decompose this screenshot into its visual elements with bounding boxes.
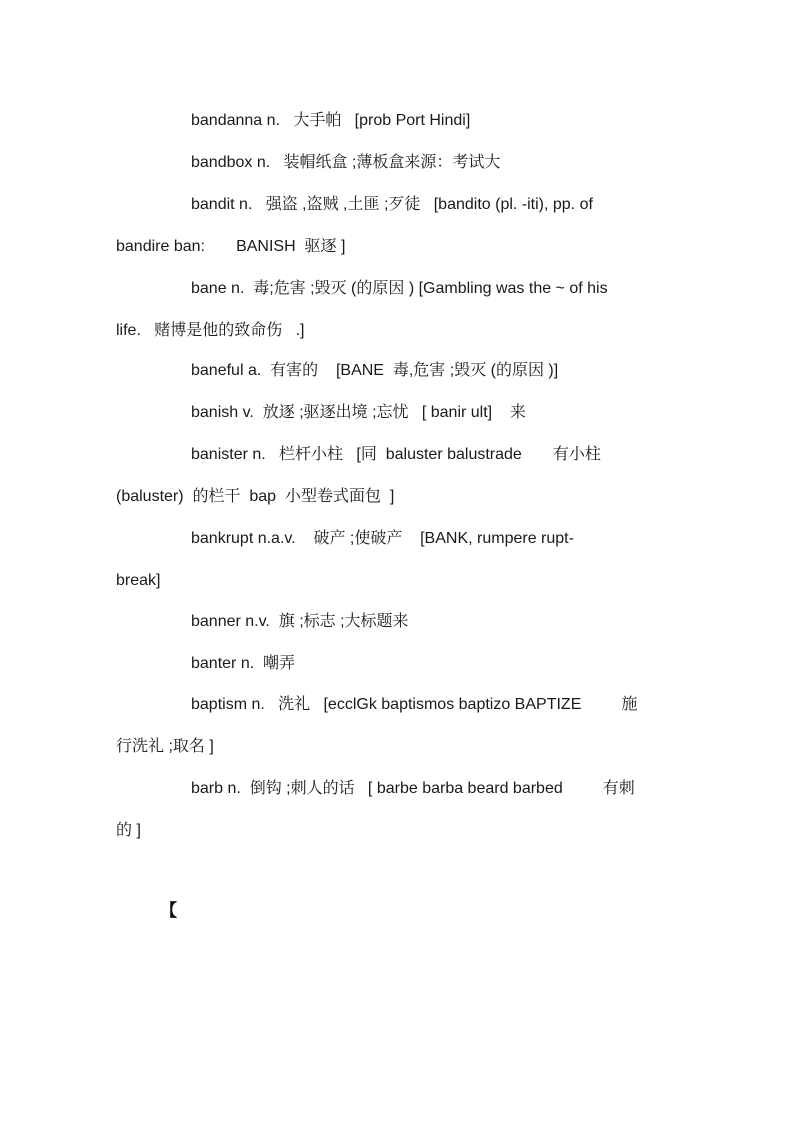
entry-banish: banish v. 放逐 ;驱逐出境 ;忘忧 [ banir ult] 来 [191, 404, 526, 421]
entry-banister-continuation: (baluster) 的栏干 bap 小型卷式面包 ] [116, 488, 395, 505]
entry-baneful: baneful a. 有害的 [BANE 毒,危害 ;毁灭 (的原因 )] [191, 362, 559, 379]
entry-banner: banner n.v. 旗 ;标志 ;大标题来 [191, 613, 409, 630]
entry-baptism: baptism n. 洗礼 [ecclGk baptismos baptizo BAPTIZE 施 [191, 696, 638, 713]
entry-barb-continuation: 的 ] [116, 822, 141, 839]
entry-bankrupt: bankrupt n.a.v. 破产 ;使破产 [BANK, rumpere rupt- [191, 530, 574, 547]
trailing-bracket-mark: 【 [160, 901, 177, 921]
entry-bandit-continuation: bandire ban: BANISH 驱逐 ] [116, 238, 346, 255]
entry-banister: banister n. 栏杆小柱 [同 baluster balustrade 有小柱 [191, 446, 601, 463]
entry-bane-continuation: life. 赌博是他的致命伤 .] [116, 322, 305, 339]
entry-bandbox: bandbox n. 装帽纸盒 ;薄板盒来源：考试大 [191, 154, 501, 171]
entry-bankrupt-continuation: break] [116, 572, 161, 589]
entry-banter: banter n. 嘲弄 [191, 655, 296, 672]
entry-bane: bane n. 毒;危害 ;毁灭 (的原因 ) [Gambling was the ~ of his [191, 280, 608, 297]
entry-bandanna: bandanna n. 大手帕 [prob Port Hindi] [191, 112, 471, 129]
entry-barb: barb n. 倒钩 ;刺人的话 [ barbe barba beard barbed 有刺 [191, 780, 635, 797]
entry-baptism-continuation: 行洗礼 ;取名 ] [116, 738, 214, 755]
entry-bandit: bandit n. 强盗 ,盗贼 ,土匪 ;歹徒 [bandito (pl. -iti), pp. of [191, 196, 593, 213]
